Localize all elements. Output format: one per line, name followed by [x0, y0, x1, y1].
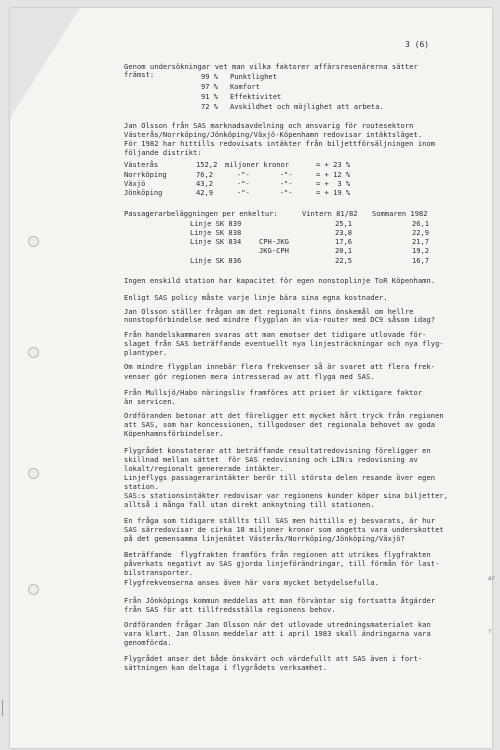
paragraph-line: lokalt/regionalt genererade intäkter.: [124, 464, 284, 473]
page-number: 3 (6): [405, 40, 430, 49]
summer-value: 26,1: [412, 219, 430, 228]
paragraph-line: Enligt SAS policy måste varje linje bära sina egna kostnader.: [124, 293, 388, 302]
paragraph-line: En fråga som tidigare ställts till SAS men hittills ej besvarats, är hur: [124, 516, 436, 525]
column-header-winter: Vintern 81/82: [302, 209, 358, 218]
route-direction: JKG-CPH: [259, 246, 289, 255]
factor-pct: 97 %: [201, 82, 219, 91]
paragraph-line: alltså i många fall utan direkt anknytning till stationen.: [124, 500, 375, 509]
district-name: Växjö: [124, 179, 146, 188]
district-change: = + 19 %: [316, 188, 351, 197]
paragraph-line: Västerås/Norrköping/Jönköping/Växjö-Köpenhamn redovisar intäktsläget.: [124, 130, 423, 139]
winter-value: 23,8: [335, 228, 353, 237]
winter-value: 17,6: [335, 237, 353, 246]
winter-value: 20,1: [335, 246, 353, 255]
factor-label: Komfort: [230, 82, 260, 91]
paragraph-line: att SAS, som har koncessionen, tillgodoser det regionala behovet av goda: [124, 420, 436, 429]
intro-line: Genom undersökningar vet man vilka faktorer affärsresenärerna sätter: [124, 62, 418, 71]
paragraph-line: Linjeflygs passagerarintäkter berör till största delen resande över egen: [124, 473, 436, 482]
route-line: Linje SK 834: [190, 237, 242, 246]
district-value: 42,9: [196, 188, 214, 197]
paragraph-line: Från Jönköpings kommun meddelas att man förväntar sig fortsatta åtgärder: [124, 596, 436, 605]
district-value: 43,2: [196, 179, 214, 188]
punch-hole-icon: [28, 584, 39, 595]
intro-line: främst:: [124, 70, 155, 79]
paragraph-line: För 1982 har hittills redovisats intäkter från biljettförsäljningen inom: [124, 139, 436, 148]
paragraph-line: SAS särredovisar de cirka 18 miljoner kronor som angetts vara underskottet: [124, 525, 444, 534]
paragraph-line: SAS:s stationsintäkter redovisar var regionens kunder köper sina biljetter,: [124, 491, 449, 500]
winter-value: 22,5: [335, 256, 353, 265]
district-unit: -"- -"-: [237, 179, 293, 188]
factor-label: Avskildhet och möjlighet att arbeta.: [230, 102, 384, 111]
factor-pct: 72 %: [201, 102, 219, 111]
paragraph-line: plantyper.: [124, 348, 168, 357]
paragraph-line: genomförda.: [124, 638, 172, 647]
district-name: Jönköping: [124, 188, 163, 197]
folded-corner: [10, 8, 80, 118]
district-value: 76,2: [196, 170, 214, 179]
paragraph-line: Beträffande flygfrakten framförs från regionen att utrikes flygfrakten: [124, 550, 431, 559]
punch-hole-icon: [28, 347, 39, 358]
paragraph-line: följande distrikt:: [124, 148, 202, 157]
district-change: = + 23 %: [316, 160, 351, 169]
paragraph-line: sättningen kan deltaga i flygrådets verksamhet.: [124, 663, 328, 672]
route-direction: CPH-JKG: [259, 237, 289, 246]
route-line: Linje SK 836: [190, 256, 242, 265]
factor-pct: 99 %: [201, 72, 219, 81]
summer-value: 19,2: [412, 246, 430, 255]
paragraph-line: Flygrådet konstaterar att beträffande resultatredovisning föreligger en: [124, 446, 431, 455]
margin-mark: r: [488, 628, 492, 635]
paragraph-line: vara klart. Jan Olsson meddelar att i april 1983 skall ändringarna vara: [124, 629, 431, 638]
punch-hole-icon: [28, 236, 39, 247]
paragraph-line: än servicen.: [124, 397, 176, 406]
paragraph-line: Från handelskammaren svaras att man emotser det tidigare utlovade för-: [124, 330, 427, 339]
winter-value: 25,1: [335, 219, 353, 228]
district-unit: -"- -"-: [237, 170, 293, 179]
paragraph-line: Flygrådet anser det både önskvärt och värdefullt att SAS även i fort-: [124, 654, 423, 663]
paragraph-line: Flygfrekvenserna anses även här vara mycket betydelsefulla.: [124, 578, 379, 587]
district-name: Norrköping: [124, 170, 167, 179]
paragraph-line: Köpenhamnsförbindelser.: [124, 429, 224, 438]
district-unit: miljoner kronor: [225, 160, 290, 169]
paragraph-line: Jan Olsson ställer frågan om det regionalt finns önskemål om hellre: [124, 307, 414, 316]
binding-edge-mark: [2, 700, 9, 716]
paragraph-line: nonstopförbindelse med mindre flygplan än via-router med DC9 såsom idag?: [124, 315, 436, 324]
paragraph-line: station.: [124, 482, 159, 491]
summer-value: 21,7: [412, 237, 430, 246]
district-change: = + 12 %: [316, 170, 351, 179]
paragraph-line: slaget från SAS beträffande eventuellt nya linjesträckningar och nya flyg-: [124, 339, 444, 348]
paragraph-line: skillnad mellan sättet för SAS redovisning och LIN:s redovisning av: [124, 455, 418, 464]
paragraph-line: påverkats negativt av SAS gjorda linjeförändringar, till förmån för last-: [124, 559, 440, 568]
paragraph-line: bilstransporter.: [124, 568, 194, 577]
paragraph-line: Från Mullsjö/Habo näringsliv framföres att priset är viktigare faktor: [124, 388, 423, 397]
paragraph-line: Ordföranden betonar att det föreligger ett mycket hårt tryck från regionen: [124, 411, 444, 420]
summer-value: 22,9: [412, 228, 430, 237]
district-value: 152,2: [196, 160, 218, 169]
factor-pct: 91 %: [201, 92, 219, 101]
paragraph-line: på det gemensamma linjenätet Västerås/Norrköping/Jönköping/Växjö?: [124, 534, 405, 543]
paragraph-line: Ingen enskild station har kapacitet för egen nonstoplinje ToR Köpenhamn.: [124, 276, 436, 285]
paragraph-line: Om mindre flygplan innebär flera frekvenser så är svaret att flera frek-: [124, 362, 436, 371]
district-name: Västerås: [124, 160, 159, 169]
paragraph-line: venser gör regionen mera intresserad av att flyga med SAS.: [124, 372, 375, 381]
load-factor-heading: Passagerarbeläggningen per enkeltur:: [124, 209, 278, 218]
district-change: = + 3 %: [316, 179, 351, 188]
factor-label: Effektivitet: [230, 92, 282, 101]
paragraph-line: från SAS för att tillfredsställa regionens behov.: [124, 605, 336, 614]
factor-label: Punktlighet: [230, 72, 277, 81]
district-unit: -"- -"-: [237, 188, 293, 197]
column-header-summer: Sommaren 1982: [372, 209, 428, 218]
punch-hole-icon: [28, 468, 39, 479]
route-line: Linje SK 838: [190, 228, 242, 237]
margin-mark: ar: [488, 575, 496, 582]
paragraph-line: Ordföranden frågar Jan Olsson när det utlovade utredningsmaterialet kan: [124, 620, 431, 629]
paragraph-line: Jan Olsson från SAS marknadsavdelning och ansvarig för routesektorn: [124, 121, 414, 130]
route-line: Linje SK 839: [190, 219, 242, 228]
summer-value: 16,7: [412, 256, 430, 265]
